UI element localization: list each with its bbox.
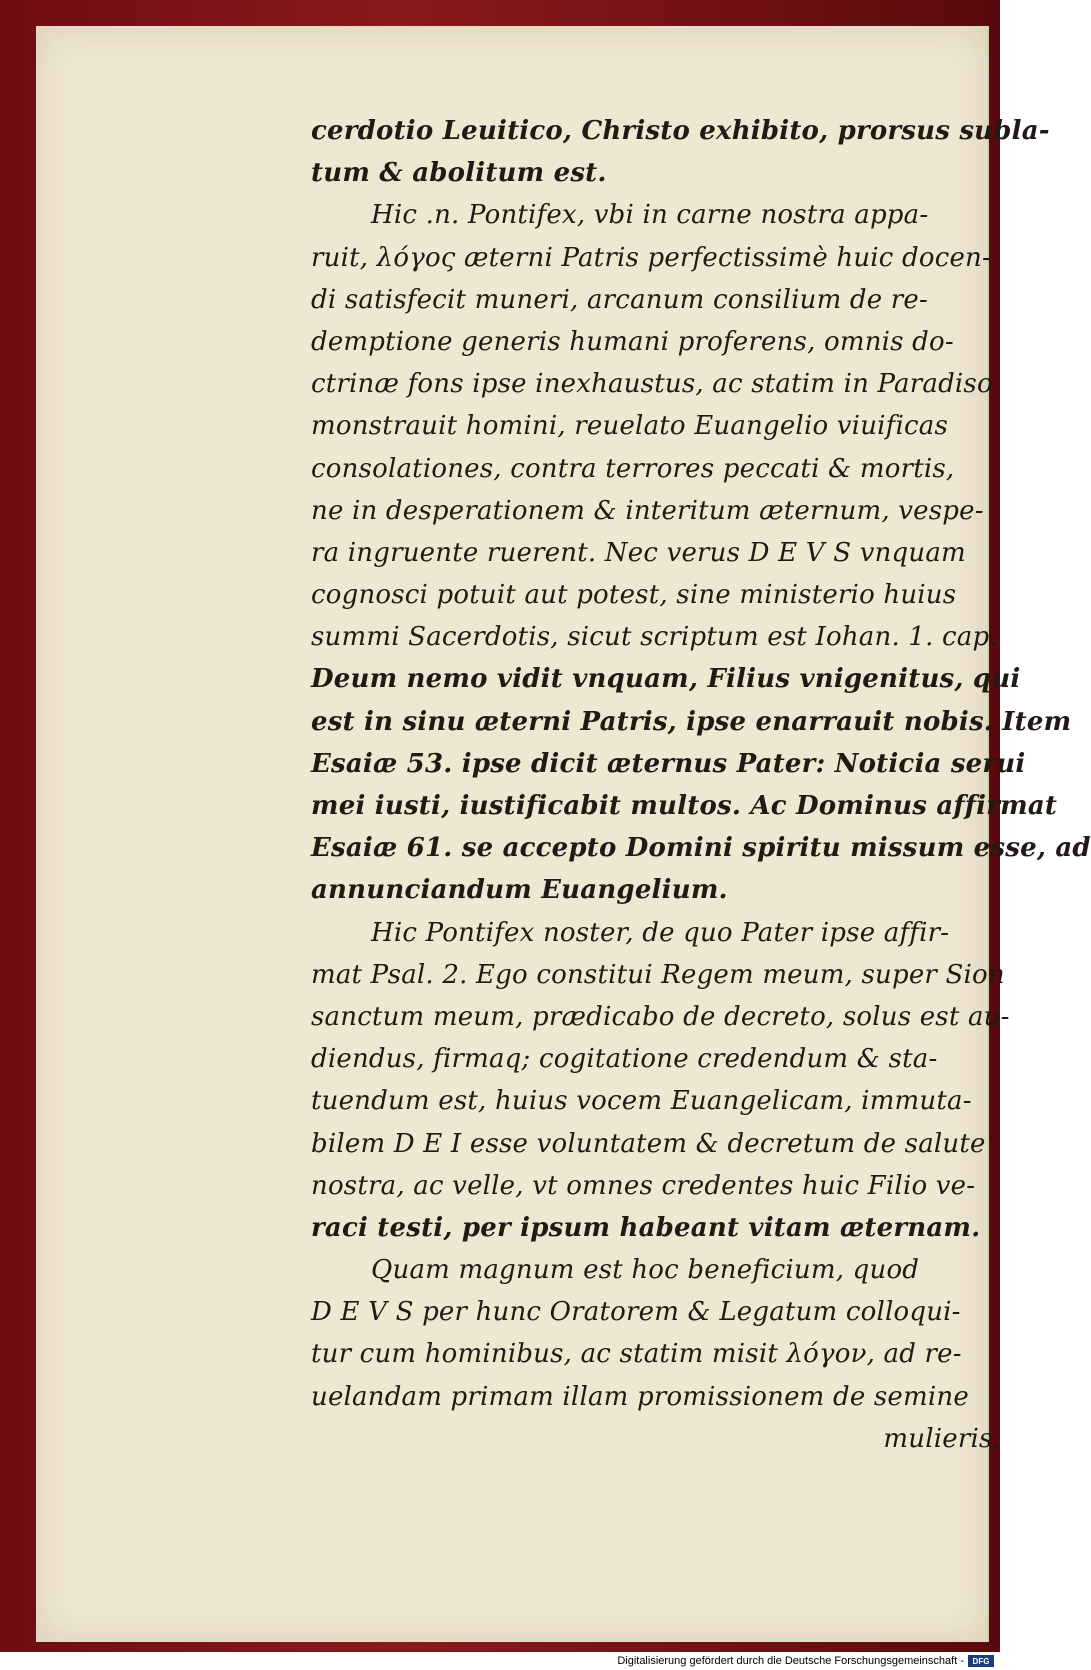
text-line: annunciandum Euangelium. (311, 875, 728, 906)
text-line: ra ingruente ruerent. Nec verus D E V S vnquam (311, 537, 966, 568)
text-line: tur cum hominibus, ac statim misit λόγον, ad re- (311, 1339, 962, 1370)
text-line: ne in desperationem & interitum æternum, vespe- (311, 495, 984, 526)
text-line: sanctum meum, prædicabo de decreto, solus est au- (311, 1001, 1010, 1032)
text-line: ctrinæ fons ipse inexhaustus, ac statim in Paradiso (311, 369, 993, 400)
text-line: D E V S per hunc Oratorem & Legatum colloqui- (311, 1297, 961, 1328)
text-line: Deum nemo vidit vnquam, Filius vnigenitus, qui (311, 664, 1021, 695)
text-line: Esaiæ 53. ipse dicit æternus Pater: Noticia serui (311, 748, 1026, 779)
text-line: di satisfecit muneri, arcanum consilium de re- (311, 284, 928, 315)
text-line: demptione generis humani proferens, omnis do- (311, 326, 954, 357)
text-line: Esaiæ 61. se accepto Domini spiritu missum esse, ad (311, 833, 1091, 864)
text-line: consolationes, contra terrores peccati & mortis, (311, 453, 955, 484)
text-line: tuendum est, huius vocem Euangelicam, immuta- (311, 1086, 972, 1117)
text-line: Quam magnum est hoc beneficium, quod (371, 1255, 920, 1286)
page-text (311, 110, 1091, 1460)
text-line: uelandam primam illam promissionem de semine (311, 1381, 969, 1412)
text-line: Hic Pontifex noster, de quo Pater ipse affir- (371, 917, 950, 948)
text-line: summi Sacerdotis, sicut scriptum est Iohan. 1. cap. (311, 622, 998, 653)
text-line: monstrauit homini, reuelato Euangelio viuificas (311, 411, 948, 442)
text-line: mei iusti, iustificabit multos. Ac Dominus affirmat (311, 791, 1058, 821)
catchword: mulieris, (883, 1423, 1001, 1454)
text-line: cerdotio Leuitico, Christo exhibito, prorsus subla- (311, 116, 1050, 146)
text-line: ruit, λόγος æterni Patris perfectissimè huic docen- (311, 242, 991, 273)
text-line: cognosci potuit aut potest, sine ministerio huius (311, 580, 957, 611)
dfg-logo-icon: DFG (968, 1655, 994, 1667)
text-line: nostra, ac velle, vt omnes credentes huic Filio ve- (311, 1170, 976, 1201)
text-line: raci testi, per ipsum habeant vitam æternam. (311, 1212, 981, 1243)
footer-bar (0, 1652, 1000, 1670)
text-line: est in sinu æterni Patris, ipse enarrauit nobis. Item (311, 706, 1072, 737)
text-line: Hic .n. Pontifex, vbi in carne nostra appa- (371, 200, 929, 231)
text-line: diendus, firmaq; cogitatione credendum & sta- (311, 1044, 938, 1075)
footer-credit: Digitalisierung gefördert durch die Deutsche Forschungsgemeinschaft - (617, 1655, 964, 1667)
text-line: tum & abolitum est. (311, 158, 607, 189)
text-line: mat Psal. 2. Ego constitui Regem meum, super Sion (311, 959, 1005, 990)
text-line: bilem D E I esse voluntatem & decretum de salute (311, 1128, 986, 1159)
book-page (36, 26, 1091, 1642)
